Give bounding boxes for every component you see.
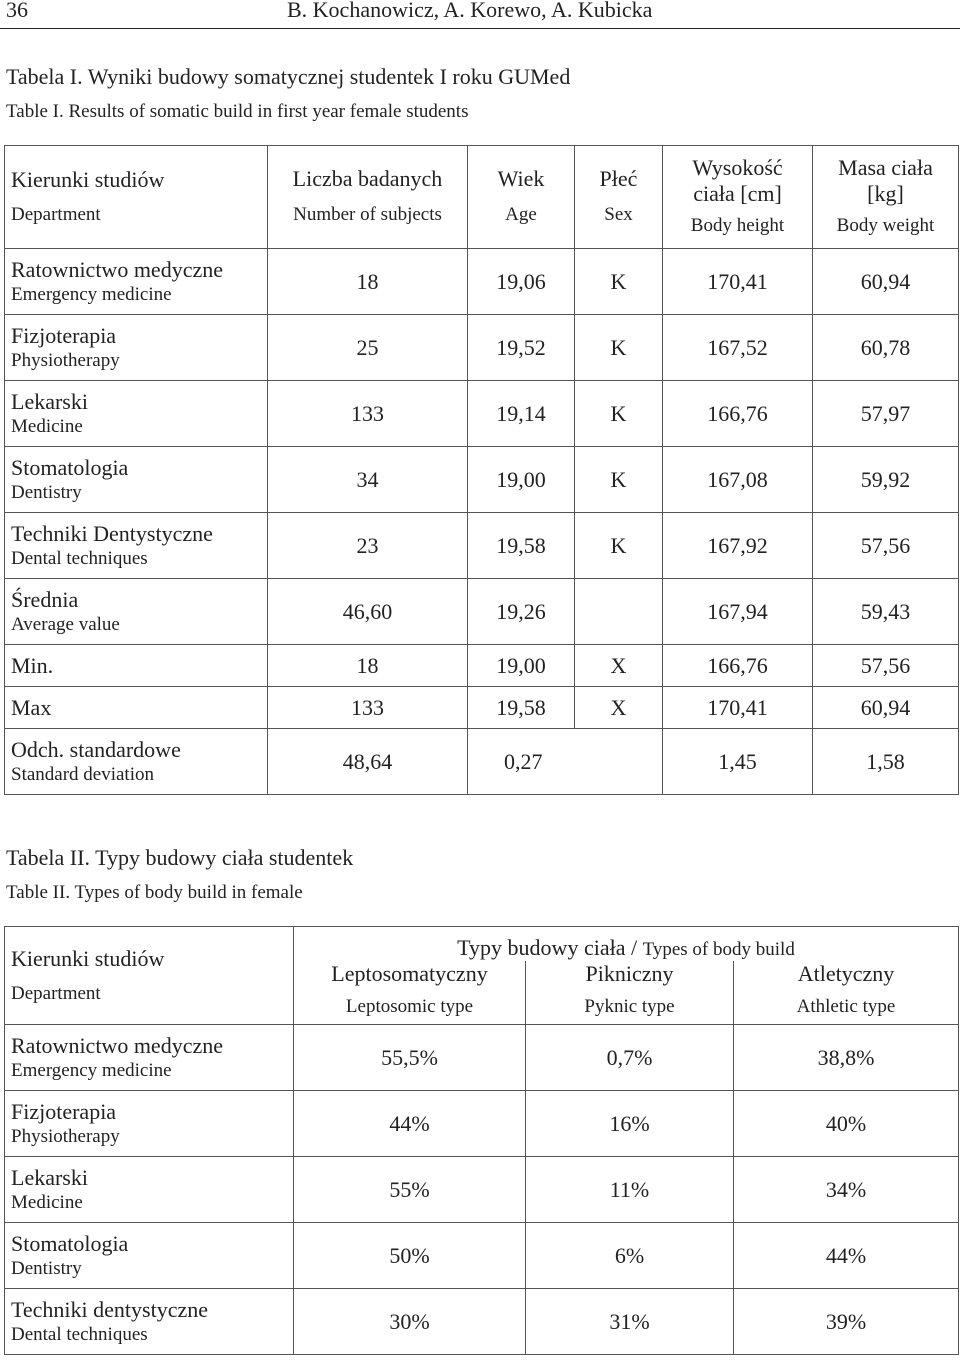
table1-header-row — [5, 146, 959, 249]
age-cell: 19,00 — [468, 645, 575, 687]
height-cell: 167,52 — [663, 315, 813, 381]
table1-col-sex: Płeć Sex — [575, 146, 663, 249]
table1-col-age: Wiek Age — [468, 146, 575, 249]
weight-cell: 57,97 — [813, 381, 959, 447]
age-cell: 19,14 — [468, 381, 575, 447]
dept-name-pl: Lekarski — [11, 1164, 88, 1190]
weight-cell: 57,56 — [813, 645, 959, 687]
table-row-max — [5, 687, 959, 729]
height-cell: 166,76 — [663, 381, 813, 447]
dept-name-en: Average value — [11, 613, 120, 635]
age-cell: 19,58 — [468, 513, 575, 579]
height-cell: 170,41 — [663, 249, 813, 315]
age-cell: 19,06 — [468, 249, 575, 315]
table1 — [4, 145, 959, 795]
dept-name-pl: Techniki dentystyczne — [11, 1296, 209, 1322]
row-label: Min. — [5, 645, 268, 687]
athletic-cell: 44% — [734, 1223, 959, 1289]
leptosomic-cell: 50% — [294, 1223, 526, 1289]
table1-col-subjects: Liczba badanych Number of subjects — [268, 146, 468, 249]
height-cell: 1,45 — [663, 729, 813, 795]
dept-name-en: Medicine — [11, 415, 83, 437]
dept-name-en: Physiotherapy — [11, 1125, 120, 1147]
running-head-authors: B. Kochanowicz, A. Korewo, A. Kubicka — [287, 0, 653, 22]
dept-name-pl: Średnia — [11, 586, 79, 612]
sex-cell: K — [575, 447, 663, 513]
row-label: Max — [5, 687, 268, 729]
dept-name-en: Dentistry — [11, 1257, 82, 1279]
sex-cell: K — [575, 513, 663, 579]
table1-col-weight: Masa ciała [kg] Body weight — [813, 146, 959, 249]
table-row-min — [5, 645, 959, 687]
page-number: 36 — [6, 0, 28, 22]
sex-cell: K — [575, 249, 663, 315]
height-cell: 166,76 — [663, 645, 813, 687]
type-pyknic: Pikniczny Pyknic type — [526, 961, 734, 1025]
table-row — [5, 1223, 959, 1289]
dept-name-en: Dental techniques — [11, 1323, 148, 1345]
athletic-cell: 40% — [734, 1091, 959, 1157]
sex-cell: X — [575, 645, 663, 687]
subjects-cell: 23 — [268, 513, 468, 579]
age-cell: 19,26 — [468, 579, 575, 645]
sex-cell: X — [575, 687, 663, 729]
dept-name-pl: Techniki Dentystyczne — [11, 520, 213, 546]
dept-name-en: Dentistry — [11, 481, 82, 503]
pyknic-cell: 31% — [526, 1289, 734, 1355]
dept-name-en: Medicine — [11, 1191, 83, 1213]
weight-cell: 1,58 — [813, 729, 959, 795]
type-leptosomic: Leptosomatyczny Leptosomic type — [294, 961, 526, 1025]
dept-name-en: Dental techniques — [11, 547, 148, 569]
table-row — [5, 1091, 959, 1157]
table-row — [5, 1157, 959, 1223]
athletic-cell: 38,8% — [734, 1025, 959, 1091]
table2-col-department: Kierunki studiów Department — [5, 927, 294, 1025]
leptosomic-cell: 55,5% — [294, 1025, 526, 1091]
subjects-cell: 133 — [268, 381, 468, 447]
group-header-en: Types of body build — [642, 938, 795, 960]
age-cell: 19,00 — [468, 447, 575, 513]
subjects-cell: 133 — [268, 687, 468, 729]
table2-header-top — [5, 927, 959, 961]
leptosomic-cell: 30% — [294, 1289, 526, 1355]
weight-cell: 59,92 — [813, 447, 959, 513]
age-cell: 19,58 — [468, 687, 575, 729]
dept-name-pl: Fizjoterapia — [11, 1098, 117, 1124]
dept-name-pl: Ratownictwo medyczne — [11, 1032, 223, 1058]
table-row-average — [5, 579, 959, 645]
table-row — [5, 1025, 959, 1091]
table-row — [5, 381, 959, 447]
type-athletic: Atletyczny Athletic type — [734, 961, 959, 1025]
athletic-cell: 39% — [734, 1289, 959, 1355]
table2 — [4, 926, 959, 1355]
table2-group-header — [294, 927, 959, 961]
dept-name-pl: Ratownictwo medyczne — [11, 256, 223, 282]
weight-cell: 60,94 — [813, 687, 959, 729]
sex-cell: K — [575, 381, 663, 447]
weight-cell: 60,94 — [813, 249, 959, 315]
table-row-sd — [5, 729, 959, 795]
table2-caption-pl: Tabela II. Typy budowy ciała studentek — [6, 845, 354, 870]
group-header-pl: Typy budowy ciała / — [457, 934, 643, 960]
table-row — [5, 315, 959, 381]
age-cell: 19,52 — [468, 315, 575, 381]
subjects-cell: 25 — [268, 315, 468, 381]
dept-name-pl: Odch. standardowe — [11, 736, 181, 762]
sex-cell — [575, 579, 663, 645]
weight-cell: 60,78 — [813, 315, 959, 381]
leptosomic-cell: 55% — [294, 1157, 526, 1223]
height-cell: 167,08 — [663, 447, 813, 513]
table-row — [5, 249, 959, 315]
age-cell: 0,27 — [468, 729, 663, 795]
dept-name-pl: Fizjoterapia — [11, 322, 117, 348]
dept-name-pl: Lekarski — [11, 388, 88, 414]
subjects-cell: 18 — [268, 249, 468, 315]
table-row — [5, 1289, 959, 1355]
table1-col-height: Wysokość ciała [cm] Body height — [663, 146, 813, 249]
dept-name-en: Standard deviation — [11, 763, 154, 785]
dept-name-en: Physiotherapy — [11, 349, 120, 371]
dept-name-pl: Stomatologia — [11, 1230, 129, 1256]
dept-name-en: Emergency medicine — [11, 283, 172, 305]
subjects-cell: 48,64 — [268, 729, 468, 795]
subjects-cell: 34 — [268, 447, 468, 513]
athletic-cell: 34% — [734, 1157, 959, 1223]
table1-caption-en: Table I. Results of somatic build in first year female students — [6, 101, 469, 122]
height-cell: 167,92 — [663, 513, 813, 579]
page-header — [0, 0, 960, 30]
subjects-cell: 18 — [268, 645, 468, 687]
height-cell: 170,41 — [663, 687, 813, 729]
pyknic-cell: 6% — [526, 1223, 734, 1289]
height-cell: 167,94 — [663, 579, 813, 645]
pyknic-cell: 11% — [526, 1157, 734, 1223]
table-row — [5, 513, 959, 579]
table2-caption-en: Table II. Types of body build in female — [6, 882, 303, 903]
sex-cell: K — [575, 315, 663, 381]
header-rule — [0, 28, 960, 29]
leptosomic-cell: 44% — [294, 1091, 526, 1157]
subjects-cell: 46,60 — [268, 579, 468, 645]
table1-caption-pl: Tabela I. Wyniki budowy somatycznej studentek I roku GUMed — [6, 64, 571, 89]
dept-name-pl: Stomatologia — [11, 454, 129, 480]
pyknic-cell: 0,7% — [526, 1025, 734, 1091]
table-row — [5, 447, 959, 513]
weight-cell: 59,43 — [813, 579, 959, 645]
pyknic-cell: 16% — [526, 1091, 734, 1157]
weight-cell: 57,56 — [813, 513, 959, 579]
table1-col-department: Kierunki studiów Department — [5, 146, 268, 249]
dept-name-en: Emergency medicine — [11, 1059, 172, 1081]
